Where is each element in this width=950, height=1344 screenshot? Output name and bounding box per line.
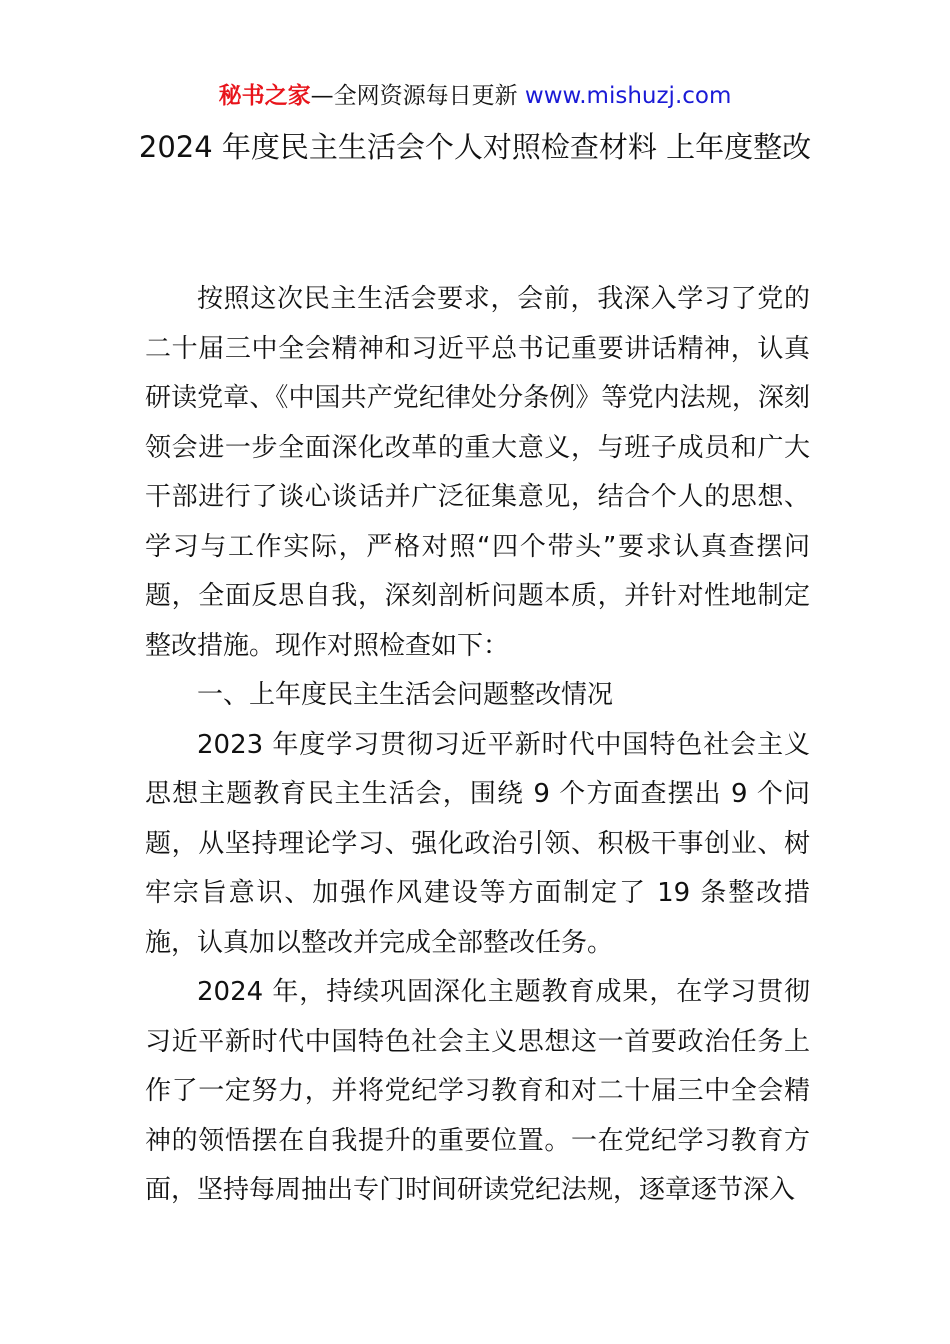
section-heading: 一、上年度民主生活会问题整改情况 bbox=[197, 680, 614, 710]
document-title: 2024 年度民主生活会个人对照检查材料 上年度整改 bbox=[138, 130, 812, 164]
site-url-link[interactable]: www.mishuzj.com bbox=[524, 83, 732, 109]
body-paragraph: 2024 年，持续巩固深化主题教育成果，在学习贯彻习近平新时代中国特色社会主义思想这一首要政治任务上作了一定努力，并将党纪学习教育和对二十届三中全会精神的领悟摆在自我提升的重要位置。一在党纪学习教育方面，坚持每周抽出专门时间研读党纪法规，逐章逐节深入 bbox=[145, 977, 810, 1205]
brand-name: 秘书之家 bbox=[218, 83, 311, 109]
intro-paragraph: 按照这次民主生活会要求，会前，我深入学习了党的二十届三中全会精神和习近平总书记重要讲话精神，认真研读党章、《中国共产党纪律处分条例》等党内法规，深刻领会进一步全面深化改革的重大意义，与班子成员和广大干部进行了谈心谈话并广泛征集意见，结合个人的思想、学习与工作实际，严格对照“四个带头”要求认真查摆问题，全面反思自我，深刻剖析问题本质，并针对性地制定整改措施。现作对照检查如下： bbox=[145, 284, 810, 661]
site-tagline: —全网资源每日更新 bbox=[310, 83, 518, 109]
site-header bbox=[0, 78, 950, 114]
body-paragraph: 2023 年度学习贯彻习近平新时代中国特色社会主义思想主题教育民主生活会，围绕 9 个方面查摆出 9 个问题，从坚持理论学习、强化政治引领、积极干事创业、树牢宗旨意识、加强作风建设等方面制定了 19 条整改措施，认真加以整改并完成全部整改任务。 bbox=[145, 729, 810, 958]
document-body bbox=[145, 275, 810, 1216]
